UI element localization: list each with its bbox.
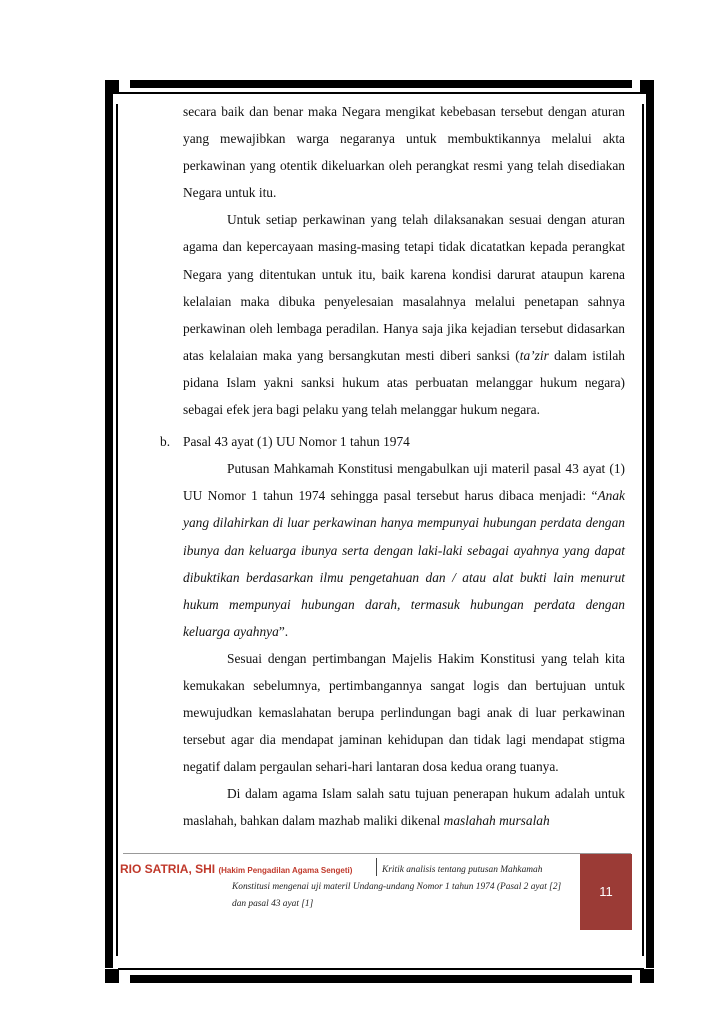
page-border-bottom-inner — [118, 968, 644, 970]
footer-divider — [123, 853, 631, 854]
paragraph — [183, 206, 625, 423]
italic-term: maslahah mursalah — [443, 813, 550, 829]
paragraph — [183, 780, 625, 834]
page-border-left — [105, 92, 113, 968]
paragraph-text: Putusan Mahkamah Konstitusi mengabulkan uji materil pasal 43 ayat (1) UU Nomor 1 tahun 1974 sehingga pasal tersebut harus dibaca menjadi: “ — [183, 461, 625, 504]
page-border-left-inner — [116, 104, 118, 956]
author-name: RIO SATRIA, SHI — [120, 862, 216, 876]
footer-description — [232, 862, 577, 913]
page-border-right — [646, 92, 654, 968]
paragraph — [183, 455, 625, 645]
footer-desc-line: Kritik analisis tentang putusan Mahkamah — [382, 865, 543, 875]
page-border-top-inner — [118, 92, 644, 94]
list-marker: b. — [160, 434, 171, 450]
paragraph — [183, 645, 625, 780]
document-body — [160, 98, 625, 835]
page-number: 11 — [599, 884, 613, 899]
list-item-heading — [160, 428, 625, 455]
paragraph — [183, 98, 625, 206]
italic-term: ta’zir — [519, 347, 549, 363]
page-border-bottom — [130, 975, 632, 983]
paragraph-text: Untuk setiap perkawinan yang telah dilaksanakan sesuai dengan aturan agama dan kepercayaan masing-masing tetapi tidak dicatatkan kepada perangkat Negara yang ditentukan untuk itu, baik karena kondisi darurat ataupun karena kelalaian maka dibuka penyelesaian masalahnya melalui penetapan sahnya perkawinan oleh lembaga peradilan. Hanya saja jika kejadian tersebut didasarkan atas kelalaian maka yang bersangkutan mesti diberi sanksi ( — [183, 212, 625, 363]
page-border-corner — [105, 80, 119, 94]
footer-desc-line: Konstitusi mengenai uji materil Undang-undang Nomor 1 tahun 1974 (Pasal 2 ayat [2] dan pasal 43 ayat [1] — [232, 882, 562, 909]
page-border-top — [130, 80, 632, 88]
paragraph-text: ”. — [278, 623, 289, 639]
page-border-corner — [105, 969, 119, 983]
list-item-title: Pasal 43 ayat (1) UU Nomor 1 tahun 1974 — [183, 434, 410, 450]
author-affiliation: (Hakim Pengadilan Agama Sengeti) — [218, 866, 353, 875]
page-border-corner — [640, 80, 654, 94]
paragraph-text: Sesuai dengan pertimbangan Majelis Hakim Konstitusi yang telah kita kemukakan sebelumnya, pertimbangannya sangat logis dan bertujuan untuk mewujudkan kemaslahatan berupa perlindungan bagi anak di luar perkawinan tersebut agar dia mendapat jaminan kehidupan dan tidak lagi mendapat stigma negatif dalam pergaulan sehari-hari lantaran dosa kedua orang tuanya. — [183, 650, 625, 775]
page-border-corner — [640, 969, 654, 983]
paragraph-text: Di dalam agama Islam salah satu tujuan penerapan hukum adalah untuk maslahah, bahkan dalam mazhab maliki dikenal — [183, 786, 625, 829]
paragraph-text: dalam istilah pidana Islam yakni sanksi hukum atas perbuatan melanggar hukum negara) sebagai efek jera bagi pelaku yang telah melanggar hukum negara. — [183, 347, 625, 418]
paragraph-text: secara baik dan benar maka Negara mengikat kebebasan tersebut dengan aturan yang mewajibkan warga negaranya untuk membuktikannya melalui akta perkawinan yang otentik dikeluarkan oleh perangkat resmi yang telah disediakan Negara untuk itu. — [183, 104, 625, 201]
page-border-right-inner — [642, 104, 644, 956]
quoted-article: Anak yang dilahirkan di luar perkawinan hanya mempunyai hubungan perdata dengan ibunya dan keluarga ibunya serta dengan laki-laki sebagai ayahnya yang dapat dibuktikan berdasarkan ilmu pengetahuan dan / atau alat bukti lain menurut hukum mempunyai hubungan darah, termasuk hubungan perdata dengan keluarga ayahnya — [183, 488, 625, 639]
